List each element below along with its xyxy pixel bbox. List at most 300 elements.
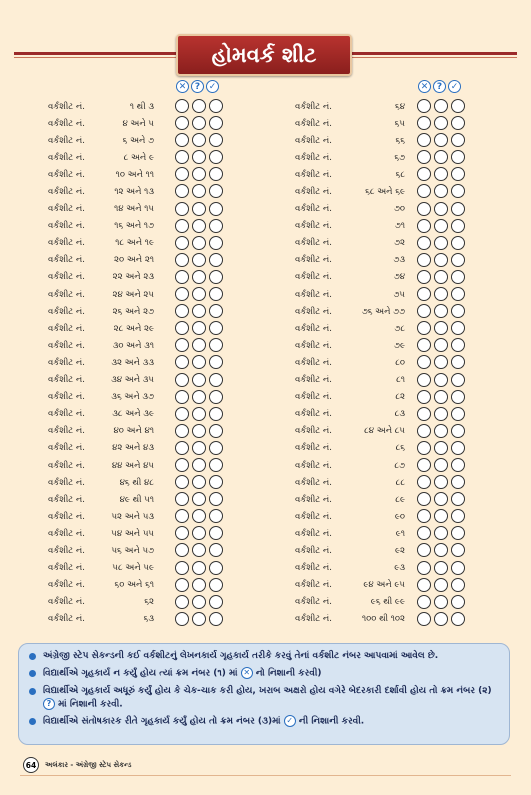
status-circles <box>175 424 223 438</box>
legend-right <box>418 80 461 94</box>
status-circle-incomplete[interactable] <box>434 184 448 198</box>
status-circle-not-done[interactable] <box>417 287 431 301</box>
worksheet-label: વર્કશીટ નં. <box>295 392 332 403</box>
worksheet-label: વર્કશીટ નં. <box>48 118 85 129</box>
status-circles <box>417 612 465 626</box>
instruction-item <box>29 667 501 681</box>
status-circle-not-done[interactable] <box>175 475 189 489</box>
status-circle-done[interactable] <box>451 424 465 438</box>
status-circle-not-done[interactable] <box>175 526 189 540</box>
status-circle-incomplete[interactable] <box>192 270 206 284</box>
worksheet-numbers: ૬૫ <box>394 118 405 129</box>
worksheet-row <box>48 542 154 559</box>
status-circle-done[interactable] <box>451 526 465 540</box>
status-circle-not-done[interactable] <box>175 492 189 506</box>
status-circle-not-done[interactable] <box>417 390 431 404</box>
worksheet-row <box>295 389 405 406</box>
status-circle-not-done[interactable] <box>175 116 189 130</box>
status-circle-incomplete[interactable] <box>192 492 206 506</box>
status-circle-done[interactable] <box>451 253 465 267</box>
status-circle-done[interactable] <box>451 407 465 421</box>
status-circle-done[interactable] <box>209 287 223 301</box>
status-circle-not-done[interactable] <box>417 441 431 455</box>
instruction-text-part: ની નિશાની કરવી. <box>295 716 365 727</box>
status-circle-done[interactable] <box>451 390 465 404</box>
status-circles <box>175 167 223 181</box>
worksheet-label: વર્કશીટ નં. <box>295 306 332 317</box>
status-circles <box>175 99 223 113</box>
status-circle-incomplete[interactable] <box>434 578 448 592</box>
status-circle-done[interactable] <box>451 373 465 387</box>
status-circle-not-done[interactable] <box>417 202 431 216</box>
status-circle-not-done[interactable] <box>175 202 189 216</box>
status-circle-done[interactable] <box>209 526 223 540</box>
status-circles <box>175 338 223 352</box>
worksheet-label: વર્કશીટ નં. <box>48 477 85 488</box>
status-circle-incomplete[interactable] <box>434 133 448 147</box>
worksheet-numbers: ૬ અને ૭ <box>122 135 154 146</box>
status-circle-done[interactable] <box>209 321 223 335</box>
status-circles <box>417 543 465 557</box>
status-circle-done[interactable] <box>451 612 465 626</box>
status-circles <box>175 304 223 318</box>
status-circle-not-done[interactable] <box>175 219 189 233</box>
worksheet-label: વર્કશીટ નં. <box>295 187 332 198</box>
status-circle-not-done[interactable] <box>417 116 431 130</box>
worksheet-label: વર્કશીટ નં. <box>295 204 332 215</box>
status-circle-done[interactable] <box>209 595 223 609</box>
worksheet-label: વર્કશીટ નં. <box>48 460 85 471</box>
status-circle-not-done[interactable] <box>417 253 431 267</box>
worksheet-row <box>295 337 405 354</box>
status-circle-done[interactable] <box>209 219 223 233</box>
status-circle-not-done[interactable] <box>417 373 431 387</box>
status-circles <box>175 270 223 284</box>
status-circle-incomplete[interactable] <box>434 167 448 181</box>
status-circle-done[interactable] <box>209 492 223 506</box>
status-circle-incomplete[interactable] <box>434 338 448 352</box>
status-circle-done[interactable] <box>451 270 465 284</box>
status-circle-not-done[interactable] <box>417 304 431 318</box>
status-circle-incomplete[interactable] <box>192 202 206 216</box>
status-circle-incomplete[interactable] <box>192 253 206 267</box>
status-circle-incomplete[interactable] <box>192 390 206 404</box>
status-circle-done[interactable] <box>209 561 223 575</box>
status-circle-done[interactable] <box>451 236 465 250</box>
status-circle-done[interactable] <box>451 355 465 369</box>
status-circle-done[interactable] <box>209 578 223 592</box>
status-circle-incomplete[interactable] <box>192 373 206 387</box>
status-circle-done[interactable] <box>209 150 223 164</box>
status-circle-not-done[interactable] <box>417 543 431 557</box>
status-circles <box>175 219 223 233</box>
worksheet-numbers: ૧૨ અને ૧૩ <box>114 187 154 198</box>
status-circle-incomplete[interactable] <box>434 424 448 438</box>
status-circle-incomplete[interactable] <box>192 509 206 523</box>
status-circle-not-done[interactable] <box>417 595 431 609</box>
status-circle-not-done[interactable] <box>175 509 189 523</box>
status-circles <box>417 150 465 164</box>
status-circle-not-done[interactable] <box>175 253 189 267</box>
status-circle-done[interactable] <box>451 167 465 181</box>
status-circle-incomplete[interactable] <box>434 355 448 369</box>
status-circle-not-done[interactable] <box>417 321 431 335</box>
instructions-box <box>18 643 510 745</box>
status-circle-not-done[interactable] <box>175 338 189 352</box>
status-circle-incomplete[interactable] <box>434 595 448 609</box>
status-circle-incomplete[interactable] <box>192 116 206 130</box>
status-circle-not-done[interactable] <box>417 475 431 489</box>
status-circle-not-done[interactable] <box>417 184 431 198</box>
status-circle-not-done[interactable] <box>175 236 189 250</box>
status-circle-incomplete[interactable] <box>192 543 206 557</box>
worksheet-numbers: ૮૪ અને ૮૫ <box>364 426 405 437</box>
status-circle-not-done[interactable] <box>417 578 431 592</box>
status-circle-done[interactable] <box>451 184 465 198</box>
status-circle-done[interactable] <box>209 236 223 250</box>
worksheet-label: વર્કશીટ નં. <box>295 511 332 522</box>
status-circles <box>175 287 223 301</box>
worksheet-row <box>48 525 154 542</box>
status-circle-incomplete[interactable] <box>434 236 448 250</box>
status-circles <box>417 390 465 404</box>
worksheet-label: વર્કશીટ નં. <box>295 221 332 232</box>
status-circle-incomplete[interactable] <box>192 578 206 592</box>
status-circle-incomplete[interactable] <box>192 150 206 164</box>
worksheet-label: વર્કશીટ નં. <box>48 135 85 146</box>
status-circle-not-done[interactable] <box>175 373 189 387</box>
worksheet-label: વર્કશીટ નં. <box>295 357 332 368</box>
status-circle-done[interactable] <box>209 202 223 216</box>
status-circle-incomplete[interactable] <box>434 150 448 164</box>
status-circle-not-done[interactable] <box>175 390 189 404</box>
cross-icon: ✕ <box>241 667 253 679</box>
status-circle-done[interactable] <box>209 509 223 523</box>
status-circle-not-done[interactable] <box>175 184 189 198</box>
status-circle-done[interactable] <box>451 304 465 318</box>
status-circle-not-done[interactable] <box>175 321 189 335</box>
worksheet-row <box>48 577 154 594</box>
status-circle-done[interactable] <box>209 543 223 557</box>
status-circle-not-done[interactable] <box>417 407 431 421</box>
worksheet-label: વર્કશીટ નં. <box>295 528 332 539</box>
status-circles <box>175 133 223 147</box>
status-circle-not-done[interactable] <box>175 304 189 318</box>
status-circle-incomplete[interactable] <box>434 270 448 284</box>
instruction-item <box>29 685 501 712</box>
worksheet-row <box>295 149 405 166</box>
worksheet-numbers: ૮૩ <box>394 409 405 420</box>
status-circle-done[interactable] <box>451 219 465 233</box>
status-circle-incomplete[interactable] <box>192 338 206 352</box>
status-circle-incomplete[interactable] <box>192 321 206 335</box>
status-circle-done[interactable] <box>451 561 465 575</box>
status-circle-incomplete[interactable] <box>192 458 206 472</box>
status-circles <box>175 202 223 216</box>
status-circle-not-done[interactable] <box>175 150 189 164</box>
status-circles <box>417 287 465 301</box>
status-circle-not-done[interactable] <box>417 338 431 352</box>
status-circle-incomplete[interactable] <box>192 99 206 113</box>
status-circle-incomplete[interactable] <box>192 236 206 250</box>
status-circle-incomplete[interactable] <box>434 407 448 421</box>
worksheet-row <box>48 372 154 389</box>
status-circle-not-done[interactable] <box>417 355 431 369</box>
status-circle-done[interactable] <box>209 407 223 421</box>
status-circle-done[interactable] <box>209 612 223 626</box>
status-circle-not-done[interactable] <box>175 355 189 369</box>
worksheet-row <box>295 183 405 200</box>
status-circle-not-done[interactable] <box>417 424 431 438</box>
status-circle-done[interactable] <box>451 116 465 130</box>
status-circles <box>417 99 465 113</box>
status-circle-incomplete[interactable] <box>434 441 448 455</box>
status-circle-not-done[interactable] <box>175 287 189 301</box>
status-circle-incomplete[interactable] <box>434 287 448 301</box>
status-circle-incomplete[interactable] <box>192 355 206 369</box>
status-circle-incomplete[interactable] <box>434 458 448 472</box>
status-circle-incomplete[interactable] <box>192 133 206 147</box>
status-circle-not-done[interactable] <box>175 407 189 421</box>
worksheet-numbers: ૩૦ અને ૩૧ <box>112 340 154 351</box>
status-circle-not-done[interactable] <box>175 612 189 626</box>
instruction-text-part: માં નિશાની કરવી. <box>55 699 123 709</box>
worksheet-row <box>295 474 405 491</box>
status-circle-done[interactable] <box>451 509 465 523</box>
status-circle-done[interactable] <box>451 287 465 301</box>
status-circles <box>417 595 465 609</box>
worksheet-row <box>48 149 154 166</box>
status-circle-not-done[interactable] <box>175 543 189 557</box>
worksheet-numbers: ૯૩ <box>394 563 405 574</box>
status-circles <box>417 236 465 250</box>
status-circle-incomplete[interactable] <box>192 287 206 301</box>
status-circle-done[interactable] <box>451 595 465 609</box>
worksheet-label: વર્કશીટ નં. <box>295 118 332 129</box>
status-circles <box>417 338 465 352</box>
worksheet-label: વર્કશીટ નં. <box>295 597 332 608</box>
worksheet-numbers: ૬૦ અને ૬૧ <box>114 580 154 591</box>
status-circle-not-done[interactable] <box>175 99 189 113</box>
status-circle-incomplete[interactable] <box>434 492 448 506</box>
status-circle-incomplete[interactable] <box>434 561 448 575</box>
status-circles <box>417 321 465 335</box>
status-circle-done[interactable] <box>451 578 465 592</box>
status-circle-incomplete[interactable] <box>192 407 206 421</box>
worksheet-row <box>48 440 154 457</box>
status-circle-done[interactable] <box>209 167 223 181</box>
status-circle-not-done[interactable] <box>417 236 431 250</box>
status-circle-incomplete[interactable] <box>434 475 448 489</box>
worksheet-row <box>295 372 405 389</box>
status-circle-not-done[interactable] <box>175 595 189 609</box>
worksheet-numbers: ૫૬ અને ૫૭ <box>111 545 154 556</box>
status-circle-done[interactable] <box>209 304 223 318</box>
status-circle-incomplete[interactable] <box>434 202 448 216</box>
status-circle-not-done[interactable] <box>175 578 189 592</box>
status-circle-done[interactable] <box>451 338 465 352</box>
status-circles <box>175 458 223 472</box>
status-circle-not-done[interactable] <box>417 526 431 540</box>
worksheet-numbers: ૪૦ અને ૪૧ <box>113 426 154 437</box>
worksheet-numbers: ૮ અને ૯ <box>123 152 154 163</box>
instruction-text-part: વિદ્યાર્થીએ ગૃહકાર્ય ન કર્યું હોય ત્યાં ક્રમ નંબર (૧) માં <box>43 668 238 679</box>
worksheet-numbers: ૩૬ અને ૩૭ <box>111 392 154 403</box>
worksheet-row <box>48 474 154 491</box>
worksheet-numbers: ૪ અને ૫ <box>122 118 154 129</box>
status-circle-done[interactable] <box>451 543 465 557</box>
worksheet-row <box>48 115 154 132</box>
status-circle-done[interactable] <box>451 458 465 472</box>
status-circle-incomplete[interactable] <box>434 373 448 387</box>
bullet-icon <box>29 653 36 660</box>
status-circle-incomplete[interactable] <box>192 304 206 318</box>
status-circle-done[interactable] <box>209 355 223 369</box>
status-circles <box>417 578 465 592</box>
status-circle-not-done[interactable] <box>175 270 189 284</box>
status-circle-not-done[interactable] <box>417 458 431 472</box>
status-circle-done[interactable] <box>451 202 465 216</box>
worksheet-numbers: ૯૬ થી ૯૯ <box>370 597 405 608</box>
status-circle-incomplete[interactable] <box>434 219 448 233</box>
status-circles <box>417 270 465 284</box>
status-circle-incomplete[interactable] <box>192 595 206 609</box>
status-circle-incomplete[interactable] <box>434 526 448 540</box>
status-circle-incomplete[interactable] <box>192 561 206 575</box>
status-circle-incomplete[interactable] <box>434 304 448 318</box>
status-circle-done[interactable] <box>451 321 465 335</box>
status-circle-done[interactable] <box>451 150 465 164</box>
status-circle-done[interactable] <box>209 253 223 267</box>
status-circle-done[interactable] <box>451 133 465 147</box>
worksheet-label: વર્કશીટ નં. <box>295 563 332 574</box>
worksheet-row <box>295 286 405 303</box>
worksheet-numbers: ૮૦ <box>395 357 405 368</box>
status-circle-not-done[interactable] <box>417 167 431 181</box>
status-circle-incomplete[interactable] <box>192 184 206 198</box>
status-circle-incomplete[interactable] <box>434 99 448 113</box>
worksheet-numbers: ૧ થી ૩ <box>129 101 154 112</box>
status-circle-not-done[interactable] <box>175 458 189 472</box>
status-circle-done[interactable] <box>209 184 223 198</box>
worksheet-row <box>48 269 154 286</box>
instruction-text <box>43 667 322 681</box>
status-circle-not-done[interactable] <box>417 133 431 147</box>
status-circle-incomplete[interactable] <box>434 116 448 130</box>
worksheet-numbers: ૧૬ અને ૧૭ <box>114 221 154 232</box>
status-circle-not-done[interactable] <box>417 492 431 506</box>
status-circle-not-done[interactable] <box>175 561 189 575</box>
status-circle-incomplete[interactable] <box>192 424 206 438</box>
worksheet-numbers: ૯૧ <box>395 528 405 539</box>
status-circles <box>175 150 223 164</box>
worksheet-numbers: ૭૩ <box>393 255 405 266</box>
status-circle-incomplete[interactable] <box>192 441 206 455</box>
worksheet-label: વર્કશીટ નં. <box>48 528 85 539</box>
status-circle-incomplete[interactable] <box>192 219 206 233</box>
worksheet-label: વર્કશીટ નં. <box>48 580 85 591</box>
worksheet-label: વર્કશીટ નં. <box>48 323 85 334</box>
status-circle-incomplete[interactable] <box>434 253 448 267</box>
status-circle-not-done[interactable] <box>417 219 431 233</box>
status-circle-done[interactable] <box>209 338 223 352</box>
worksheet-row <box>295 201 405 218</box>
status-circle-incomplete[interactable] <box>434 612 448 626</box>
status-circle-done[interactable] <box>209 458 223 472</box>
status-circle-incomplete[interactable] <box>192 526 206 540</box>
worksheet-row <box>295 560 405 577</box>
status-circles <box>175 441 223 455</box>
worksheet-row <box>48 457 154 474</box>
status-circle-not-done[interactable] <box>417 509 431 523</box>
status-circle-done[interactable] <box>451 441 465 455</box>
worksheet-row <box>48 354 154 371</box>
worksheet-label: વર્કશીટ નં. <box>295 375 332 386</box>
status-circle-done[interactable] <box>209 99 223 113</box>
status-circle-incomplete[interactable] <box>434 321 448 335</box>
status-circle-not-done[interactable] <box>417 150 431 164</box>
status-circle-incomplete[interactable] <box>434 509 448 523</box>
worksheet-row <box>295 252 405 269</box>
status-circles <box>175 407 223 421</box>
left-worksheet-column <box>48 98 154 628</box>
status-circle-not-done[interactable] <box>417 612 431 626</box>
status-circle-not-done[interactable] <box>417 99 431 113</box>
status-circle-done[interactable] <box>209 373 223 387</box>
status-circle-incomplete[interactable] <box>434 543 448 557</box>
status-circle-not-done[interactable] <box>175 424 189 438</box>
worksheet-numbers: ૭૮ <box>394 323 405 334</box>
worksheet-label: વર્કશીટ નં. <box>48 375 85 386</box>
worksheet-label: વર્કશીટ નં. <box>295 272 332 283</box>
status-circle-incomplete[interactable] <box>192 475 206 489</box>
worksheet-label: વર્કશીટ નં. <box>48 409 85 420</box>
status-circle-incomplete[interactable] <box>434 390 448 404</box>
status-circle-done[interactable] <box>451 475 465 489</box>
worksheet-numbers: ૮૧ <box>396 375 405 386</box>
status-circle-not-done[interactable] <box>175 167 189 181</box>
worksheet-label: વર્કશીટ નં. <box>48 238 85 249</box>
status-circle-not-done[interactable] <box>417 270 431 284</box>
worksheet-numbers: ૫૨ અને ૫૩ <box>111 511 154 522</box>
status-circle-done[interactable] <box>209 390 223 404</box>
status-circle-done[interactable] <box>209 116 223 130</box>
worksheet-label: વર્કશીટ નં. <box>295 409 332 420</box>
worksheet-label: વર્કશીટ નં. <box>295 460 332 471</box>
worksheet-numbers: ૮૮ <box>395 477 405 488</box>
status-circle-done[interactable] <box>209 133 223 147</box>
status-circle-not-done[interactable] <box>417 561 431 575</box>
status-circle-not-done[interactable] <box>175 133 189 147</box>
status-circle-done[interactable] <box>209 475 223 489</box>
status-circle-not-done[interactable] <box>175 441 189 455</box>
worksheet-numbers: ૩૮ અને ૩૯ <box>112 409 154 420</box>
worksheet-label: વર્કશીટ નં. <box>295 340 332 351</box>
status-circle-done[interactable] <box>451 99 465 113</box>
status-circles <box>417 526 465 540</box>
worksheet-numbers: ૧૦૦ થી ૧૦૨ <box>361 614 405 625</box>
status-circle-done[interactable] <box>209 424 223 438</box>
worksheet-label: વર્કશીટ નં. <box>295 614 332 625</box>
status-circle-done[interactable] <box>451 492 465 506</box>
instruction-text-part: વિદ્યાર્થીએ ગૃહકાર્ય અધૂરું કર્યું હોય કે ચેક-ચાક કરી હોય, ખરાબ અક્ષરો હોય વગેરે બેદરકારી દર્શાવી હોય તો ક્રમ નંબર (૨) <box>43 685 492 696</box>
status-circle-done[interactable] <box>209 270 223 284</box>
status-circles <box>175 509 223 523</box>
check-icon: ✓ <box>448 80 461 93</box>
status-circle-incomplete[interactable] <box>192 612 206 626</box>
status-circle-incomplete[interactable] <box>192 167 206 181</box>
status-circle-done[interactable] <box>209 441 223 455</box>
